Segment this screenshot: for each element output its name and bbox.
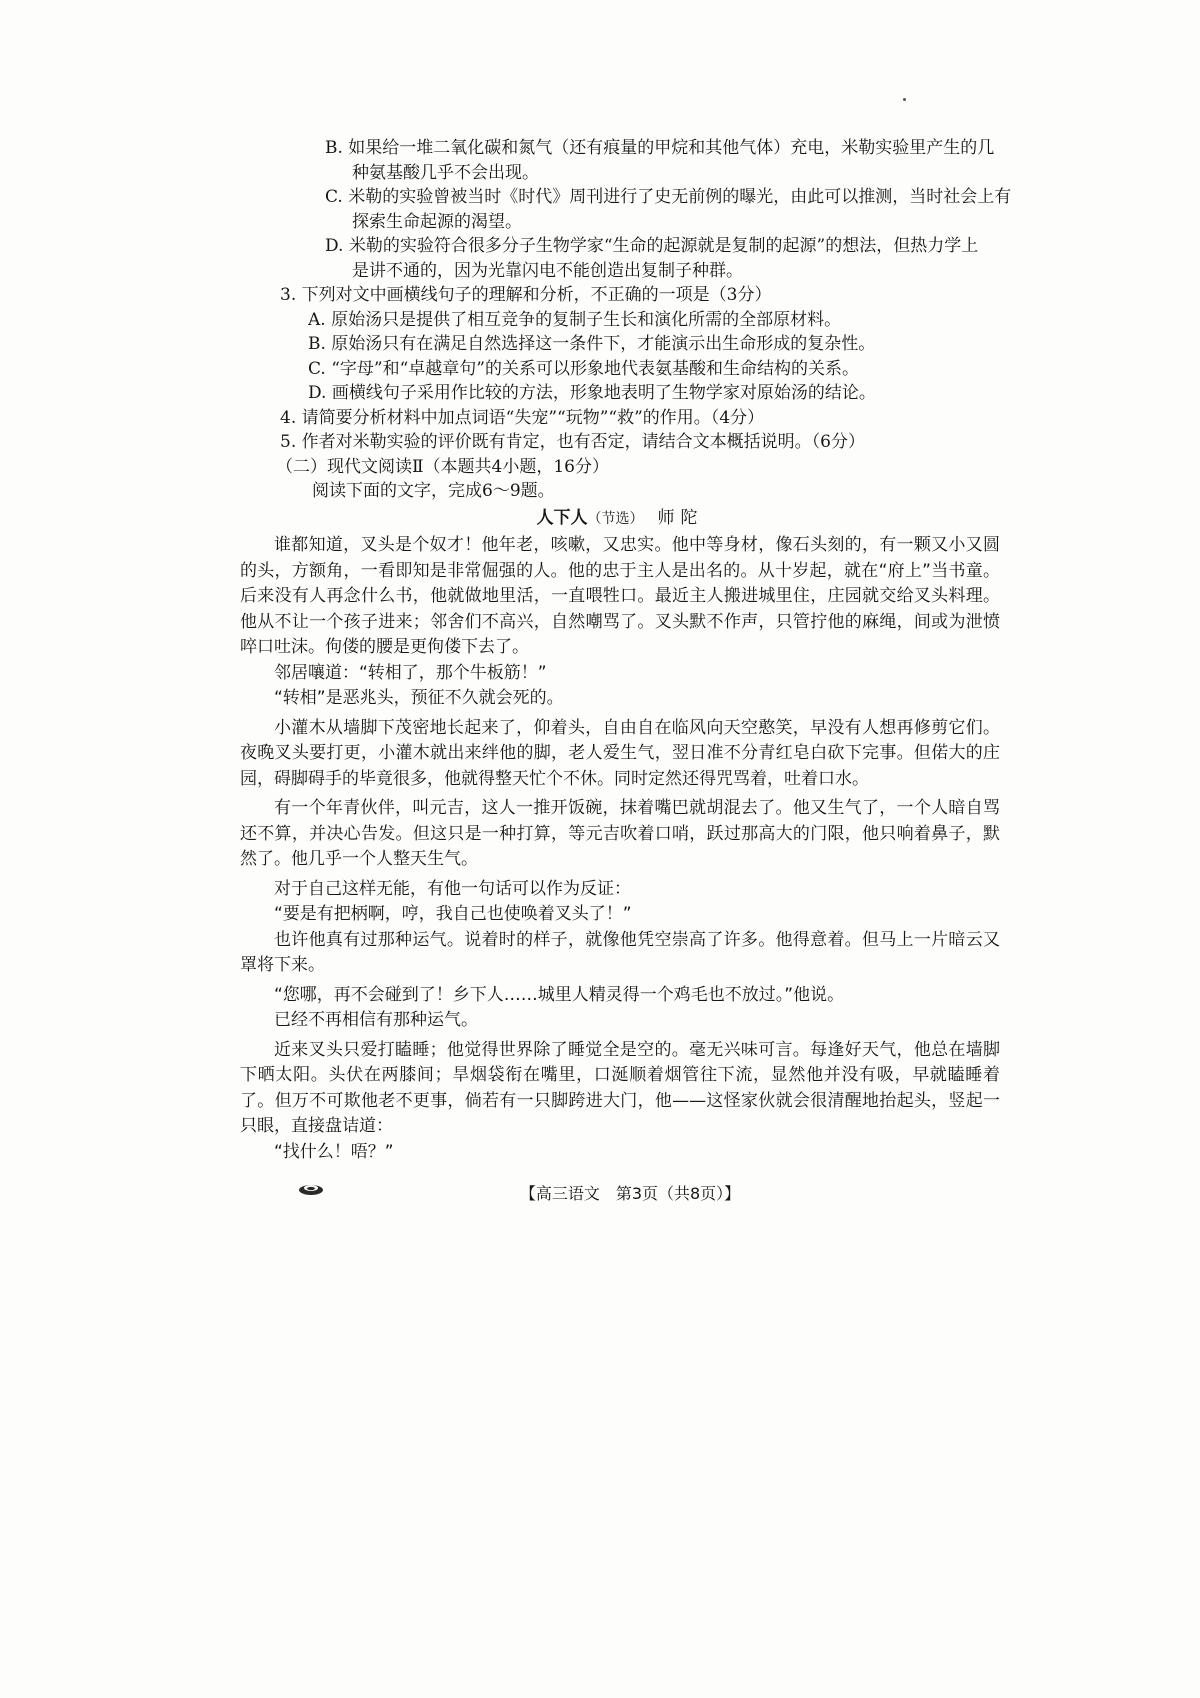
story-title-row <box>240 506 1000 532</box>
story-paragraph: “要是有把柄啊，哼，我自己也使唤着叉头了！” <box>274 904 632 924</box>
section-2-heading: （二）现代文阅读Ⅱ（本题共4小题，16分） <box>276 456 610 477</box>
scan-speck <box>903 98 906 101</box>
story-paragraph: 近来叉头只爱打瞌睡；他觉得世界除了睡觉全是空的。毫无兴味可言。每逢好天气，他总在墙脚下晒太阳。头伏在两膝间；旱烟袋衔在嘴里，口涎顺着烟管往下流，显然他并没有吸，早就瞌睡着了。但万不可欺他老不更事，倘若有一只脚跨进大门，他——这怪家伙就会很清醒地抬起头，竖起一只眼，直接盘诘道： <box>240 1039 1000 1136</box>
option-b-line2: 种氨基酸几乎不会出现。 <box>352 162 539 183</box>
story-title-note: （节选） <box>587 510 644 527</box>
story-text <box>240 533 1000 1165</box>
question-3-option-b: B. 原始汤只有在满足自然选择这一条件下，才能演示出生命形成的复杂性。 <box>308 334 876 354</box>
story-author: 师陀 <box>657 507 704 528</box>
story-paragraph: 谁都知道，叉头是个奴才！他年老，咳嗽，又忠实。他中等身材，像石头刻的，有一颗又小又圆的头，方额角，一看即知是非常倔强的人。他的忠于主人是出名的。从十岁起，就在“府上”当书童。后来没有人再念什么书，他就做地里活，一直喂牲口。最近主人搬进城里住，庄园就交给叉头料理。他从不让一个孩子进来；邻舍们不高兴，自然嘲骂了。叉头默不作声，只管拧他的麻绳，间或为泄愤啐口吐沫。佝偻的腰是更佝偻下去了。 <box>240 535 1000 657</box>
page-footer: 【高三语文 第3页（共8页）】 <box>519 1184 741 1203</box>
question-3-stem: 3. 下列对文中画横线句子的理解和分析，不正确的一项是（3分） <box>280 285 772 305</box>
story-paragraph: 已经不再相信有那种运气。 <box>274 1010 478 1030</box>
option-c-line2: 探索生命起源的渴望。 <box>352 211 522 232</box>
story-paragraph: 对于自己这样无能，有他一句话可以作为反证： <box>274 878 631 899</box>
option-b-line1: B. 如果给一堆二氧化碳和氮气（还有痕量的甲烷和其他气体）充电，米勒实验里产生的几 <box>325 138 995 158</box>
story-title: 人下人 <box>536 507 588 528</box>
option-c-line1: C. 米勒的实验曾被当时《时代》周刊进行了史无前例的曝光，由此可以推测，当时社会上有 <box>325 187 1012 207</box>
question-4: 4. 请简要分析材料中加点词语“失宠”“玩物”“救”的作用。（4分） <box>280 407 765 428</box>
option-d-line2: 是讲不通的，因为光靠闪电不能创造出复制子种群。 <box>352 260 743 281</box>
question-3-option-a: A. 原始汤只是提供了相互竞争的复制子生长和演化所需的全部原材料。 <box>308 309 842 330</box>
story-paragraph: “转相”是恶兆头，预征不久就会死的。 <box>274 688 564 708</box>
story-paragraph: 有一个年青伙伴，叫元吉，这人一推开饭碗，抹着嘴巴就胡混去了。他又生气了，一个人暗自骂还不算，并决心告发。但这只是一种打算，等元吉吹着口哨，跃过那高大的门限，他只响着鼻子，默然了。他几乎一个人整天生气。 <box>240 798 1000 869</box>
question-3-option-d: D. 画横线句子采用作比较的方法，形象地表明了生物学家对原始汤的结论。 <box>308 383 876 403</box>
story-paragraph: 邻居嚷道：“转相了，那个牛板筋！” <box>274 662 547 683</box>
question-3-option-c: C. “字母”和“卓越章句”的关系可以形象地代表氨基酸和生命结构的关系。 <box>308 358 859 379</box>
story-paragraph: 也许他真有过那种运气。说着时的样子，就像他凭空崇高了许多。他得意着。但马上一片暗云又罩将下来。 <box>240 929 1000 975</box>
exam-content <box>240 136 1012 1165</box>
story-paragraph: “您哪，再不会碰到了！乡下人……城里人精灵得一个鸡毛也不放过。”他说。 <box>274 984 845 1005</box>
question-5: 5. 作者对米勒实验的评价既有肯定，也有否定，请结合文本概括说明。（6分） <box>280 432 865 452</box>
option-d-line1: D. 米勒的实验符合很多分子生物学家“生命的起源就是复制的起源”的想法，但热力学上 <box>325 236 979 256</box>
story-paragraph: “找什么！唔？” <box>274 1141 394 1162</box>
reading-instruction: 阅读下面的文字，完成6～9题。 <box>312 481 555 501</box>
story-paragraph: 小灌木从墙脚下茂密地长起来了，仰着头，自由自在临风向天空憨笑，早没有人想再修剪它们。夜晚叉头要打更，小灌木就出来绊他的脚，老人爱生气，翌日准不分青红皂白砍下完事。但偌大的庄园，碍脚碍手的毕竟很多，他就得整天忙个不休。同时定然还得咒骂着，吐着口水。 <box>240 717 1000 789</box>
